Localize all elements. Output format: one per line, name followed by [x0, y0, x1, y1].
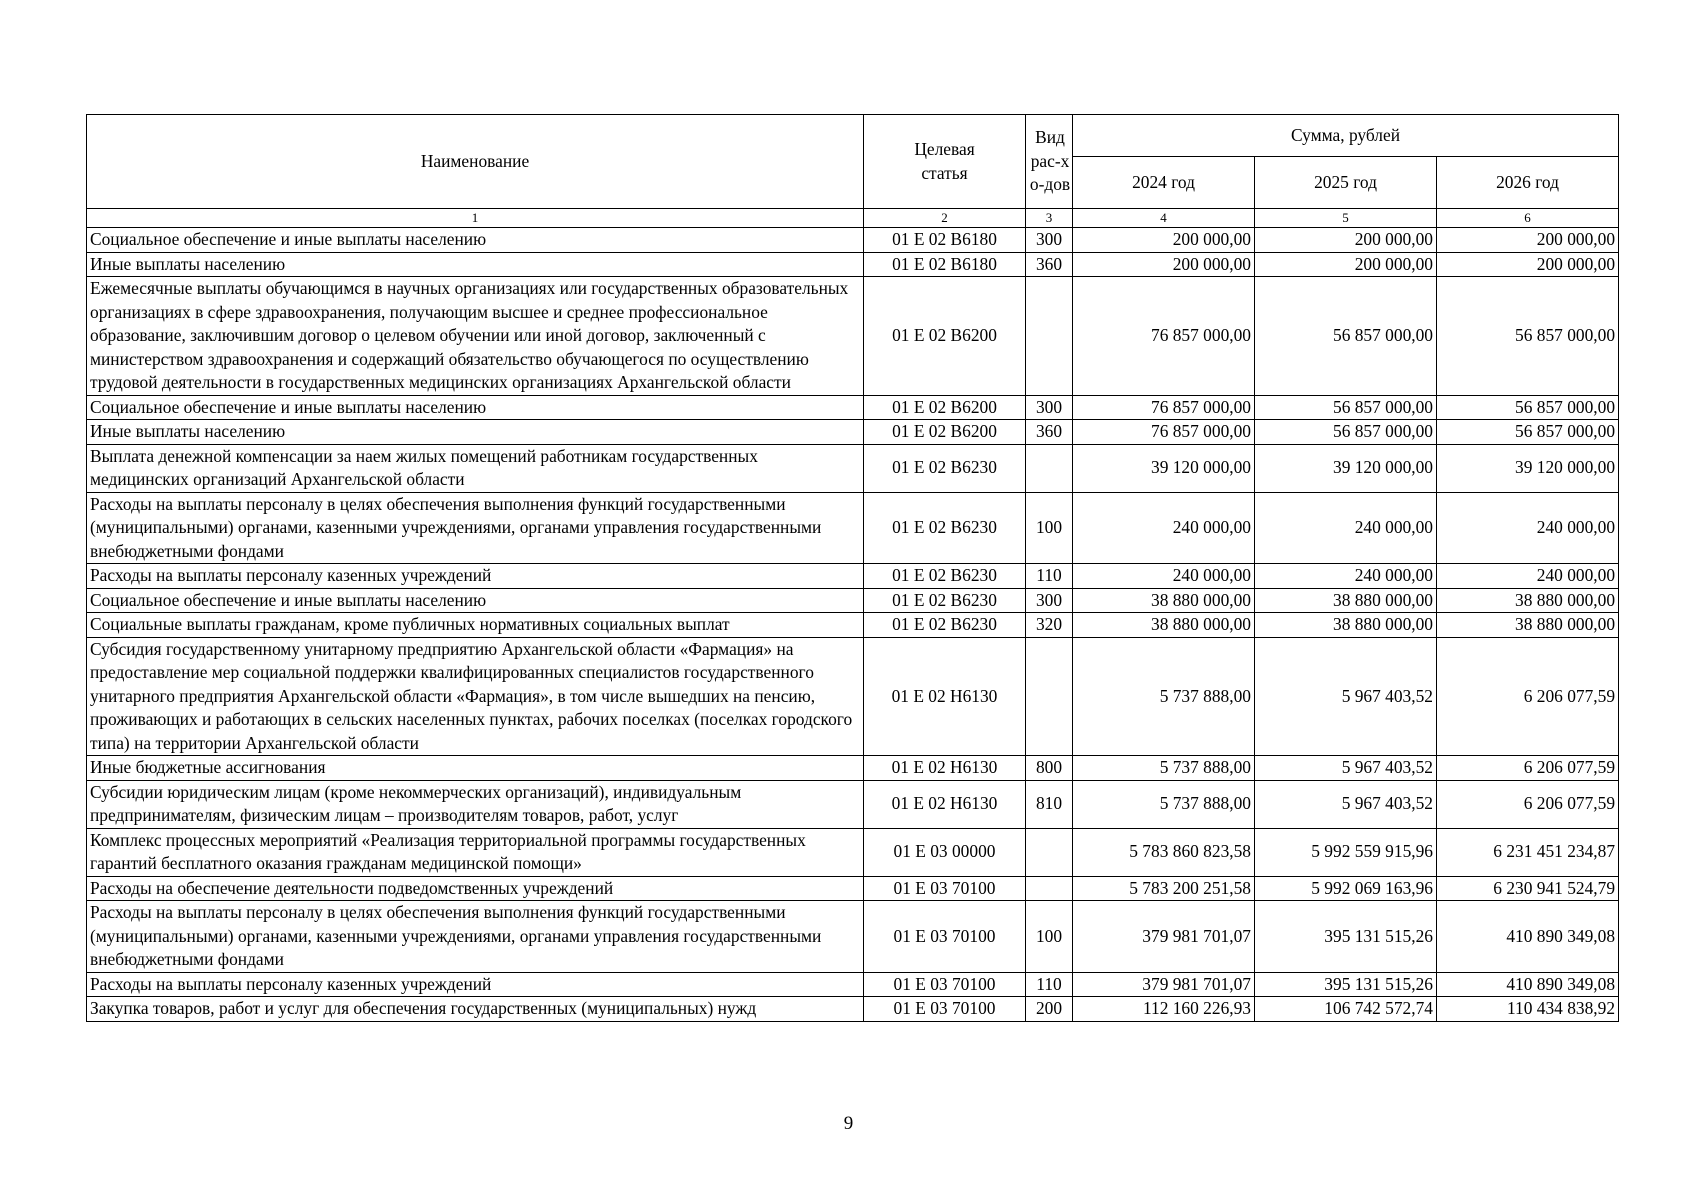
row-sum-2024: 5 737 888,00 [1073, 756, 1255, 781]
header-2025: 2025 год [1255, 157, 1437, 209]
row-sum-2025: 395 131 515,26 [1255, 901, 1437, 973]
row-name: Иные бюджетные ассигнования [87, 756, 864, 781]
row-sum-2025: 56 857 000,00 [1255, 395, 1437, 420]
row-sum-2026: 56 857 000,00 [1437, 277, 1619, 396]
row-sum-2024: 39 120 000,00 [1073, 444, 1255, 492]
row-sum-2026: 240 000,00 [1437, 564, 1619, 589]
row-sum-2024: 76 857 000,00 [1073, 277, 1255, 396]
table-row [87, 277, 1619, 396]
row-sum-2026: 6 206 077,59 [1437, 756, 1619, 781]
row-target-code: 01 Е 02 В6230 [864, 564, 1026, 589]
row-sum-2025: 56 857 000,00 [1255, 277, 1437, 396]
row-name: Субсидии юридическим лицам (кроме некоммерческих организаций), индивидуальным предпринимателям, физическим лицам – производителям товаров, работ, услуг [87, 780, 864, 828]
row-sum-2025: 5 967 403,52 [1255, 756, 1437, 781]
row-expense-kind: 300 [1026, 395, 1073, 420]
row-sum-2026: 110 434 838,92 [1437, 997, 1619, 1022]
row-expense-kind: 300 [1026, 228, 1073, 253]
row-expense-kind [1026, 277, 1073, 396]
row-name: Расходы на обеспечение деятельности подведомственных учреждений [87, 876, 864, 901]
row-sum-2024: 200 000,00 [1073, 228, 1255, 253]
row-sum-2025: 200 000,00 [1255, 252, 1437, 277]
table-row [87, 588, 1619, 613]
row-target-code: 01 Е 02 В6230 [864, 444, 1026, 492]
row-sum-2025: 106 742 572,74 [1255, 997, 1437, 1022]
row-target-code: 01 Е 03 70100 [864, 901, 1026, 973]
row-sum-2025: 395 131 515,26 [1255, 972, 1437, 997]
row-expense-kind [1026, 444, 1073, 492]
row-target-code: 01 Е 02 Н6130 [864, 780, 1026, 828]
row-sum-2026: 38 880 000,00 [1437, 588, 1619, 613]
row-expense-kind [1026, 637, 1073, 756]
row-target-code: 01 Е 02 В6230 [864, 588, 1026, 613]
row-sum-2026: 56 857 000,00 [1437, 420, 1619, 445]
row-sum-2025: 56 857 000,00 [1255, 420, 1437, 445]
row-target-code: 01 Е 03 70100 [864, 972, 1026, 997]
column-number: 1 [87, 209, 864, 228]
table-row [87, 395, 1619, 420]
table-row [87, 901, 1619, 973]
row-name: Социальное обеспечение и иные выплаты населению [87, 588, 864, 613]
row-sum-2024: 5 737 888,00 [1073, 637, 1255, 756]
header-2024: 2024 год [1073, 157, 1255, 209]
row-expense-kind [1026, 828, 1073, 876]
row-name: Расходы на выплаты персоналу казенных учреждений [87, 564, 864, 589]
row-sum-2024: 379 981 701,07 [1073, 901, 1255, 973]
row-target-code: 01 Е 02 В6230 [864, 613, 1026, 638]
row-target-code: 01 Е 02 В6180 [864, 228, 1026, 253]
row-name: Закупка товаров, работ и услуг для обеспечения государственных (муниципальных) нужд [87, 997, 864, 1022]
row-sum-2025: 5 967 403,52 [1255, 637, 1437, 756]
row-sum-2026: 410 890 349,08 [1437, 972, 1619, 997]
table-row [87, 756, 1619, 781]
table-row [87, 492, 1619, 564]
row-target-code: 01 Е 02 Н6130 [864, 637, 1026, 756]
row-expense-kind: 300 [1026, 588, 1073, 613]
row-sum-2025: 38 880 000,00 [1255, 613, 1437, 638]
row-target-code: 01 Е 02 В6200 [864, 277, 1026, 396]
table-row [87, 876, 1619, 901]
table-row [87, 444, 1619, 492]
table-row [87, 997, 1619, 1022]
row-sum-2024: 240 000,00 [1073, 492, 1255, 564]
row-name: Социальные выплаты гражданам, кроме публичных нормативных социальных выплат [87, 613, 864, 638]
row-sum-2026: 410 890 349,08 [1437, 901, 1619, 973]
row-sum-2024: 5 783 200 251,58 [1073, 876, 1255, 901]
table-row [87, 828, 1619, 876]
row-sum-2024: 76 857 000,00 [1073, 420, 1255, 445]
row-sum-2025: 200 000,00 [1255, 228, 1437, 253]
budget-table [86, 114, 1619, 1022]
page-number: 9 [843, 1113, 854, 1134]
row-sum-2024: 200 000,00 [1073, 252, 1255, 277]
row-sum-2026: 200 000,00 [1437, 228, 1619, 253]
row-name: Комплекс процессных мероприятий «Реализация территориальной программы государственных гарантий бесплатного оказания гражданам медицинской помощи» [87, 828, 864, 876]
row-target-code: 01 Е 03 70100 [864, 876, 1026, 901]
row-name: Социальное обеспечение и иные выплаты населению [87, 228, 864, 253]
row-sum-2024: 5 737 888,00 [1073, 780, 1255, 828]
column-number: 2 [864, 209, 1026, 228]
row-sum-2025: 38 880 000,00 [1255, 588, 1437, 613]
row-expense-kind: 360 [1026, 252, 1073, 277]
table-row [87, 972, 1619, 997]
row-sum-2024: 76 857 000,00 [1073, 395, 1255, 420]
row-name: Иные выплаты населению [87, 252, 864, 277]
row-name: Расходы на выплаты персоналу в целях обеспечения выполнения функций государственными (муниципальными) органами, казенными учреждениями, органами управления государственными внебюджетными фондами [87, 492, 864, 564]
header-sum: Сумма, рублей [1073, 115, 1619, 157]
table-row [87, 613, 1619, 638]
row-sum-2026: 56 857 000,00 [1437, 395, 1619, 420]
row-name: Выплата денежной компенсации за наем жилых помещений работникам государственных медицинских организаций Архангельской области [87, 444, 864, 492]
row-name: Иные выплаты населению [87, 420, 864, 445]
row-sum-2024: 379 981 701,07 [1073, 972, 1255, 997]
row-sum-2024: 5 783 860 823,58 [1073, 828, 1255, 876]
row-sum-2024: 240 000,00 [1073, 564, 1255, 589]
row-sum-2026: 38 880 000,00 [1437, 613, 1619, 638]
row-sum-2025: 5 992 069 163,96 [1255, 876, 1437, 901]
row-target-code: 01 Е 02 В6230 [864, 492, 1026, 564]
row-expense-kind: 800 [1026, 756, 1073, 781]
row-sum-2026: 200 000,00 [1437, 252, 1619, 277]
row-name: Расходы на выплаты персоналу казенных учреждений [87, 972, 864, 997]
row-target-code: 01 Е 02 В6200 [864, 395, 1026, 420]
row-sum-2025: 240 000,00 [1255, 564, 1437, 589]
row-expense-kind: 360 [1026, 420, 1073, 445]
row-sum-2026: 39 120 000,00 [1437, 444, 1619, 492]
column-number: 4 [1073, 209, 1255, 228]
row-expense-kind: 320 [1026, 613, 1073, 638]
table-row [87, 228, 1619, 253]
row-sum-2024: 38 880 000,00 [1073, 588, 1255, 613]
row-expense-kind [1026, 876, 1073, 901]
column-numbers-row [87, 209, 1619, 228]
row-name: Социальное обеспечение и иные выплаты населению [87, 395, 864, 420]
row-sum-2024: 112 160 226,93 [1073, 997, 1255, 1022]
table-row [87, 252, 1619, 277]
header-2026: 2026 год [1437, 157, 1619, 209]
table-row [87, 637, 1619, 756]
row-expense-kind: 810 [1026, 780, 1073, 828]
row-sum-2026: 6 206 077,59 [1437, 637, 1619, 756]
table-row [87, 780, 1619, 828]
row-sum-2024: 38 880 000,00 [1073, 613, 1255, 638]
row-name: Субсидия государственному унитарному предприятию Архангельской области «Фармация» на предоставление мер социальной поддержки квалифицированных специалистов государственного унитарного предприятия Архангельской области «Фармация», в том числе вышедших на пенсию, проживающих и работающих в сельских населенных пунктах, рабочих поселках (поселках городского типа) на территории Архангельской области [87, 637, 864, 756]
table-row [87, 564, 1619, 589]
row-sum-2026: 6 206 077,59 [1437, 780, 1619, 828]
row-target-code: 01 Е 02 В6180 [864, 252, 1026, 277]
row-expense-kind: 110 [1026, 564, 1073, 589]
row-sum-2026: 6 230 941 524,79 [1437, 876, 1619, 901]
row-target-code: 01 Е 03 70100 [864, 997, 1026, 1022]
row-expense-kind: 200 [1026, 997, 1073, 1022]
column-number: 6 [1437, 209, 1619, 228]
row-sum-2025: 5 992 559 915,96 [1255, 828, 1437, 876]
row-target-code: 01 Е 02 Н6130 [864, 756, 1026, 781]
row-target-code: 01 Е 02 В6200 [864, 420, 1026, 445]
row-expense-kind: 110 [1026, 972, 1073, 997]
row-name: Ежемесячные выплаты обучающимся в научных организациях или государственных образовательных организациях в сфере здравоохранения, получающим высшее и среднее профессиональное образование, заключившим договор о целевом обучении или иной договор, заключенный с министерством здравоохранения и содержащий обязательство обучающегося по осуществлению трудовой деятельности в государственных медицинских организациях Архангельской области [87, 277, 864, 396]
row-sum-2025: 39 120 000,00 [1255, 444, 1437, 492]
row-expense-kind: 100 [1026, 901, 1073, 973]
table-row [87, 420, 1619, 445]
row-sum-2025: 5 967 403,52 [1255, 780, 1437, 828]
row-expense-kind: 100 [1026, 492, 1073, 564]
row-sum-2026: 6 231 451 234,87 [1437, 828, 1619, 876]
column-number: 5 [1255, 209, 1437, 228]
row-sum-2025: 240 000,00 [1255, 492, 1437, 564]
header-name: Наименование [87, 115, 864, 209]
row-name: Расходы на выплаты персоналу в целях обеспечения выполнения функций государственными (муниципальными) органами, казенными учреждениями, органами управления государственными внебюджетными фондами [87, 901, 864, 973]
row-sum-2026: 240 000,00 [1437, 492, 1619, 564]
header-code: Целевая статья [864, 115, 1026, 209]
header-kind: Вид рас-хо-дов [1026, 115, 1073, 209]
column-number: 3 [1026, 209, 1073, 228]
row-target-code: 01 Е 03 00000 [864, 828, 1026, 876]
